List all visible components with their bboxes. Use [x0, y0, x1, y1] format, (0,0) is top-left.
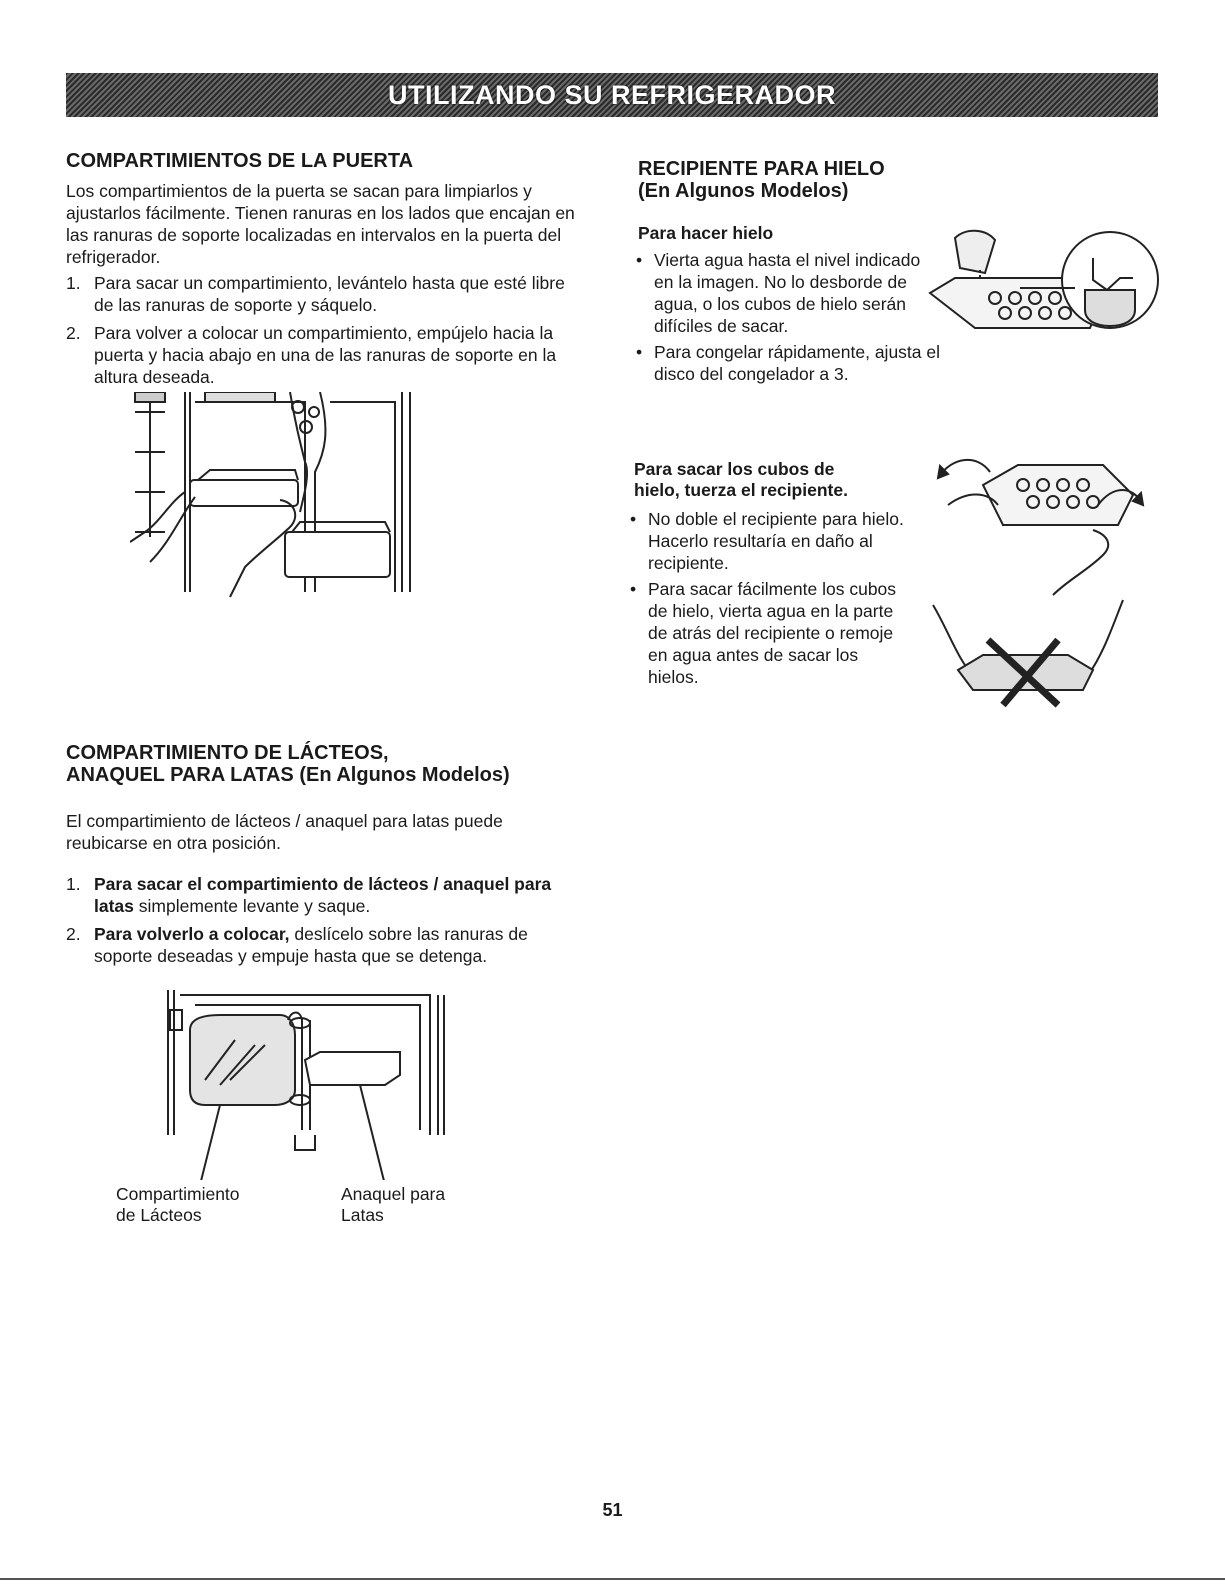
ice-tray-fill-illustration: [925, 218, 1165, 348]
page-number: 51: [602, 1500, 623, 1520]
dairy-step: 1. Para sacar el compartimiento de lácteos / anaquel para latas simplemente levante y saque.: [66, 874, 552, 916]
section-banner: [66, 73, 1158, 117]
dairy-step: 2. Para volverlo a colocar, deslícelo sobre las ranuras de soporte deseadas y empuje hasta que se detenga.: [66, 924, 528, 966]
make-ice-bullet: • Para congelar rápidamente, ajusta el disco del congelador a 3.: [636, 342, 941, 384]
dairy-compartment-illustration: [160, 990, 450, 1180]
make-ice-bullet: • Vierta agua hasta el nivel indicado en la imagen. No lo desborde de agua, o los cubos de hielo serán difíciles de sacar.: [636, 250, 921, 336]
banner-title: UTILIZANDO SU REFRIGERADOR: [388, 79, 836, 110]
door-bins-steps: [66, 272, 566, 394]
ice-tray-title: RECIPIENTE PARA HIELO (En Algunos Modelos): [638, 158, 885, 202]
door-bins-step: 2. Para volver a colocar un compartimiento, empújelo hacia la puerta y hacia abajo en una de las ranuras de soporte en la altura deseada.: [66, 323, 557, 387]
dairy-title: COMPARTIMIENTO DE LÁCTEOS, ANAQUEL PARA LATAS (En Algunos Modelos): [66, 742, 510, 786]
bottom-rule: [0, 1578, 1225, 1580]
door-bins-title: COMPARTIMIENTOS DE LA PUERTA: [66, 150, 414, 172]
door-bins-intro: Los compartimientos de la puerta se sacan para limpiarlos y ajustarlos fácilmente. Tienen ranuras en los lados que encajan en las ranuras de soporte localizadas en intervalos en la puerta del refrigerador.: [66, 181, 575, 267]
remove-cubes-title: Para sacar los cubos de hielo, tuerza el recipiente.: [634, 459, 848, 500]
make-ice-title: Para hacer hielo: [638, 223, 774, 243]
dairy-caption-left: Compartimiento de Lácteos: [116, 1184, 240, 1225]
remove-cubes-bullet: • No doble el recipiente para hielo. Hacerlo resultaría en daño al recipiente.: [630, 509, 904, 573]
remove-cubes-bullets: [626, 508, 946, 692]
door-bin-illustration: [130, 392, 430, 602]
make-ice-bullets: [632, 249, 962, 389]
remove-cubes-bullet: • Para sacar fácilmente los cubos de hielo, vierta agua en la parte de atrás del recipiente o remoje en agua antes de sacar los hielos.: [630, 579, 897, 687]
dairy-intro: El compartimiento de lácteos / anaquel para latas puede reubicarse en otra posición.: [66, 811, 503, 853]
ice-tray-twist-illustration: [928, 450, 1158, 710]
door-bins-step: 1. Para sacar un compartimiento, levántelo hasta que esté libre de las ranuras de soporte y sáquelo.: [66, 273, 565, 315]
dairy-steps: [66, 873, 566, 973]
dairy-caption-right: Anaquel para Latas: [341, 1184, 446, 1225]
